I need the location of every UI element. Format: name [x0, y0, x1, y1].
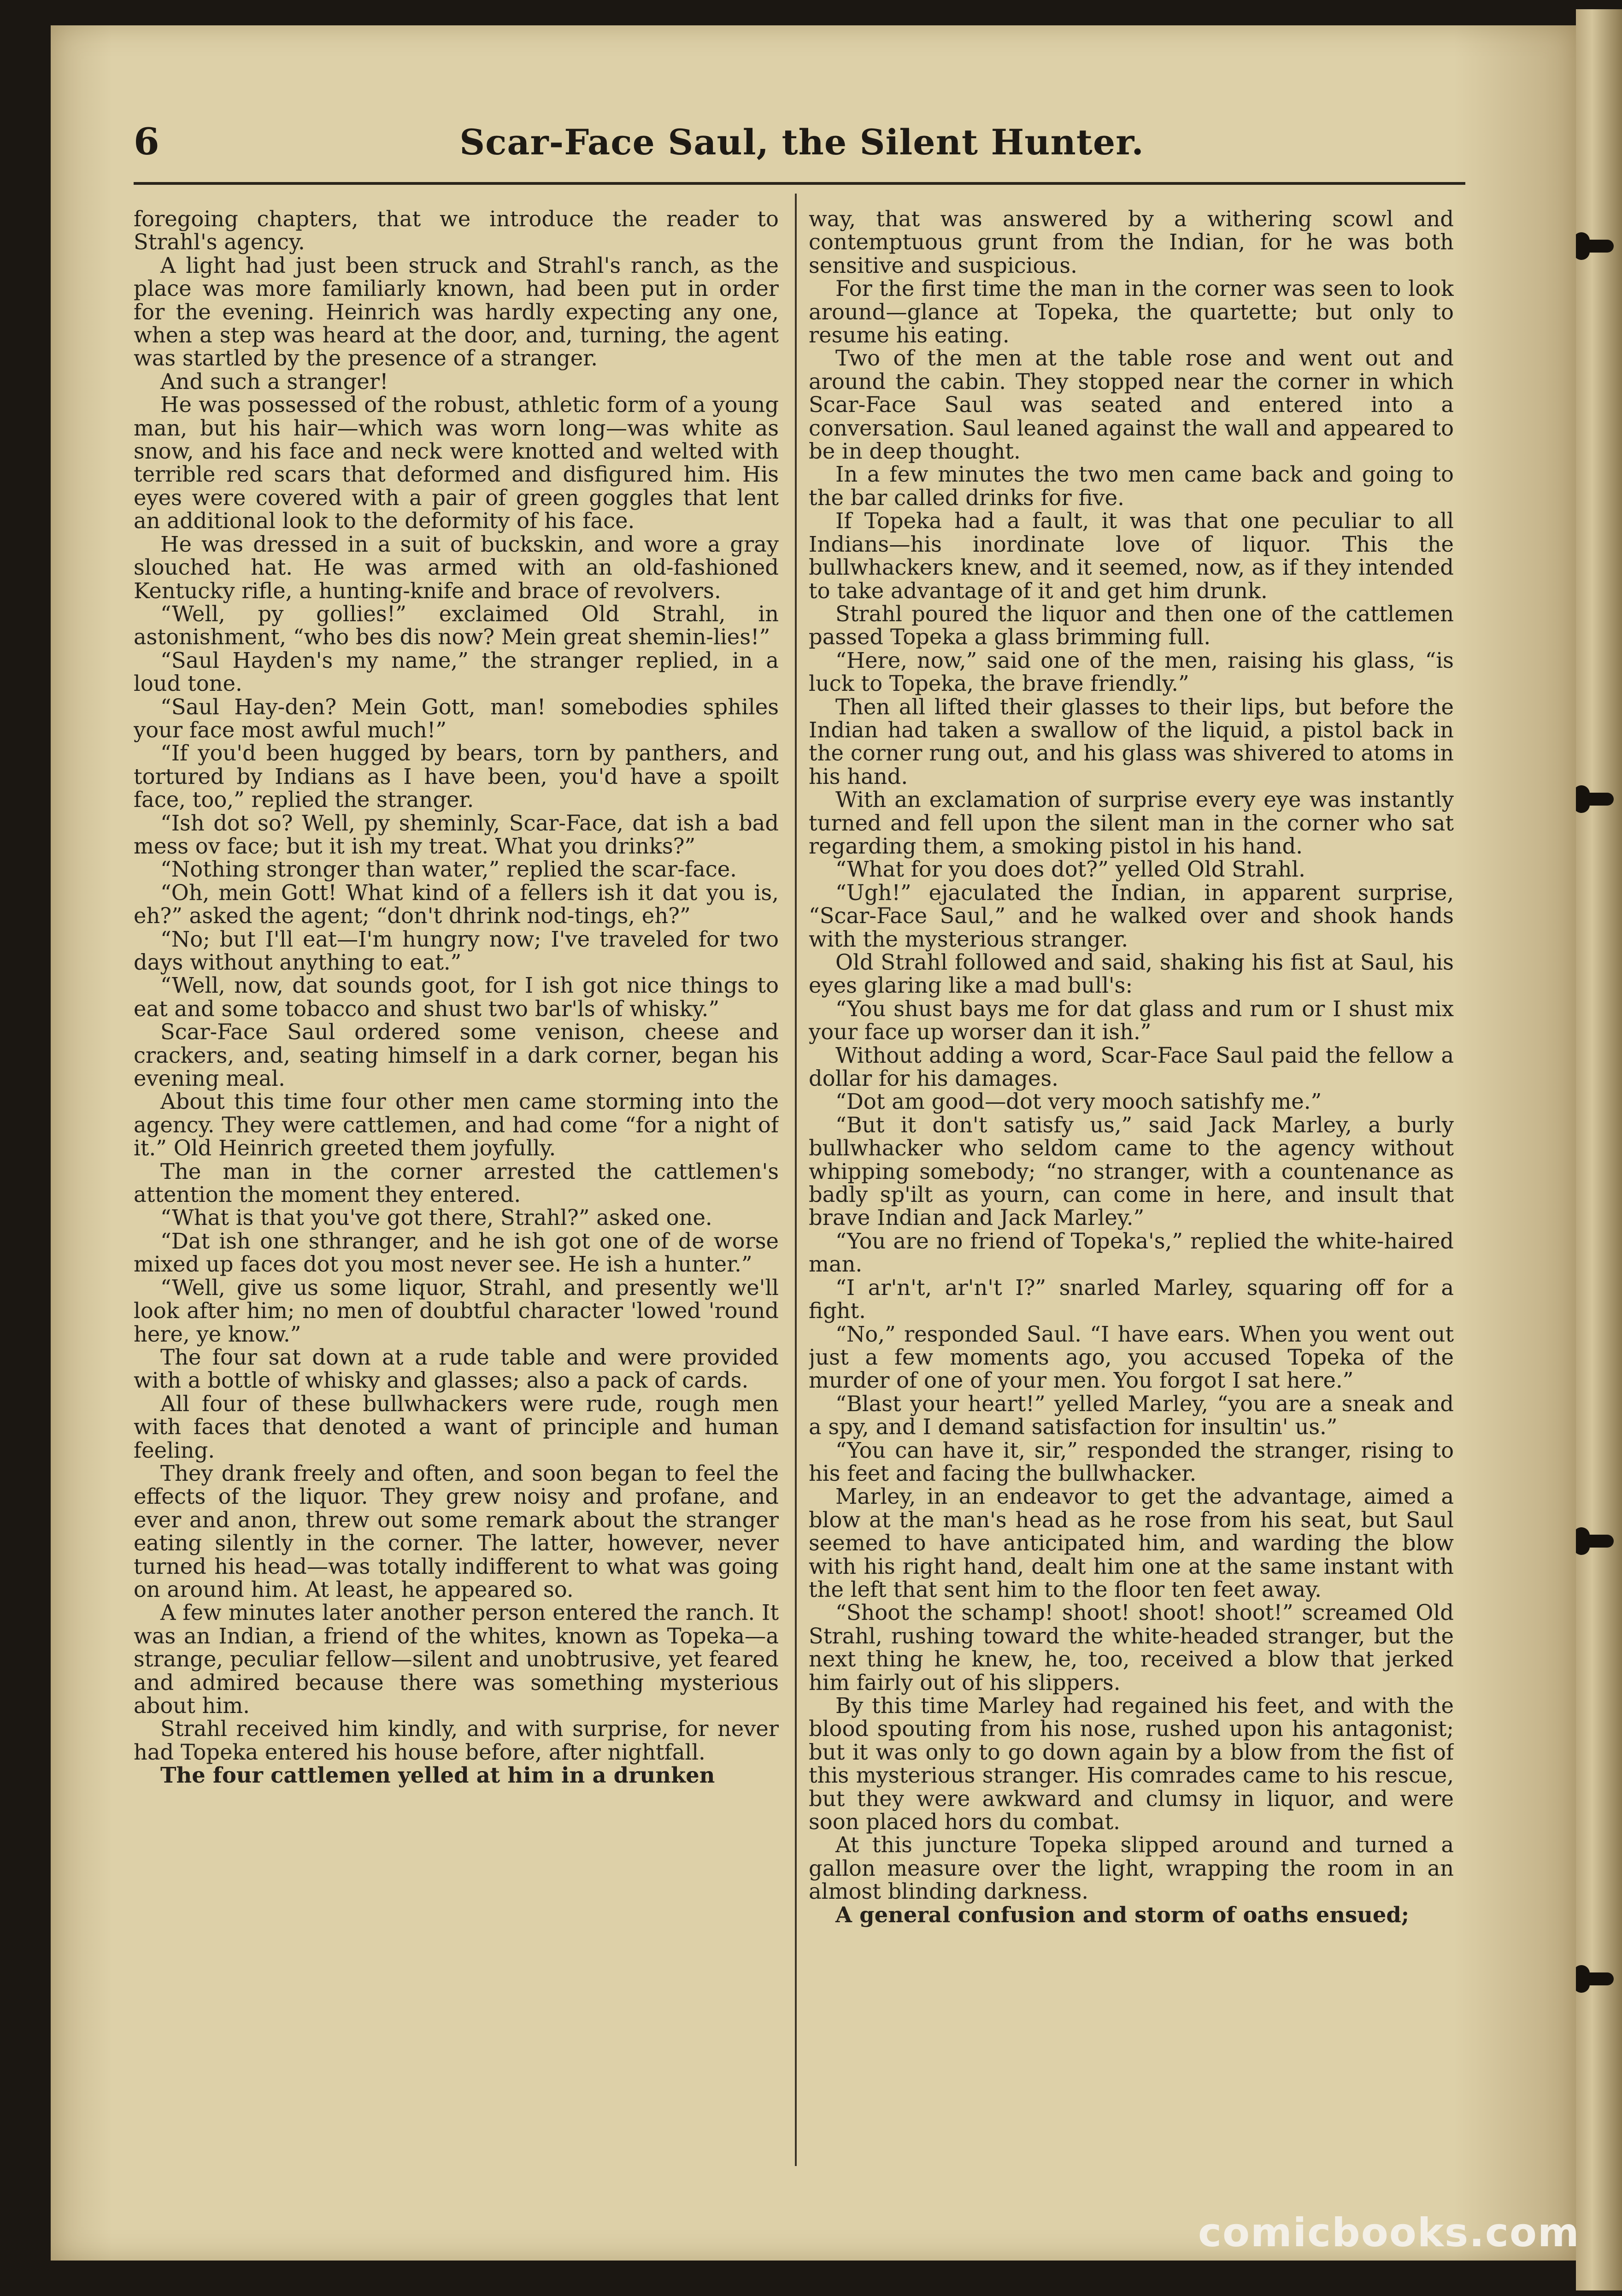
paragraph: “Well, now, dat sounds goot, for I ish got nice things to eat and some tobacco and shust two bar'ls of whisky.”: [134, 973, 779, 1021]
paragraph: “Blast your heart!” yelled Marley, “you are a sneak and a spy, and I demand satisfaction for insultin' us.”: [809, 1391, 1454, 1440]
paragraph: Without adding a word, Scar-Face Saul paid the fellow a dollar for his damages.: [809, 1042, 1454, 1091]
paragraph: At this juncture Topeka slipped around and turned a gallon measure over the light, wrapping the room in an almost blinding darkness.: [809, 1832, 1454, 1904]
paragraph: “You can have it, sir,” responded the stranger, rising to his feet and facing the bullwhacker.: [809, 1437, 1454, 1486]
paragraph: “Dat ish one sthranger, and he ish got one of de worse mixed up faces dot you most never see. He ish a hunter.”: [134, 1228, 779, 1277]
paragraph: Scar-Face Saul ordered some venison, cheese and crackers, and, seating himself in a dark corner, began his evening meal.: [134, 1019, 779, 1091]
paragraph: “But it don't satisfy us,” said Jack Marley, a burly bullwhacker who seldom came to the agency without whipping somebody; “no stranger, with a countenance as badly sp'ilt as yourn, can come in here, and insult that brave Indian and Jack Marley.”: [809, 1112, 1454, 1230]
paragraph: Two of the men at the table rose and went out and around the cabin. They stopped near the corner in which Scar-Face Saul was seated and entered into a conversation. Saul leaned against the wall and appeared to be in deep thought.: [809, 346, 1454, 464]
paragraph: A few minutes later another person entered the ranch. It was an Indian, a friend of the whites, known as Topeka—a strange, peculiar fellow—silent and unobtrusive, yet feared and admired because there was something mysterious about him.: [134, 1600, 779, 1718]
paragraph: And such a stranger!: [160, 369, 388, 394]
paragraph: Strahl received him kindly, and with surprise, for never had Topeka entered his house before, after nightfall.: [134, 1716, 779, 1765]
paragraph: “Ugh!” ejaculated the Indian, in apparent surprise, “Scar-Face Saul,” and he walked over and shook hands with the mysterious stranger.: [809, 880, 1454, 952]
paragraph: “Well, py gollies!” exclaimed Old Strahl, in astonishment, “who bes dis now? Mein great shemin-lies!”: [134, 601, 779, 650]
paragraph: “Saul Hayden's my name,” the stranger replied, in a loud tone.: [134, 648, 779, 696]
paragraph: “What for you does dot?” yelled Old Strahl.: [835, 857, 1305, 882]
paragraph: “Well, give us some liquor, Strahl, and presently we'll look after him; no men of doubtful character 'lowed 'round here, ye know.”: [134, 1275, 779, 1347]
paragraph: He was possessed of the robust, athletic form of a young man, but his hair—which was worn long—was white as snow, and his face and neck were knotted and welted with terrible red scars that deformed and disfigured him. His eyes were covered with a pair of green goggles that lent an additional look to the deformity of his face.: [134, 392, 779, 534]
paragraph: In a few minutes the two men came back and going to the bar called drinks for five.: [809, 462, 1454, 510]
paragraph: Marley, in an endeavor to get the advantage, aimed a blow at the man's head as he rose from his seat, but Saul seemed to have anticipated him, and warding the blow with his right hand, dealt him one at the same instant with the left that sent him to the floor ten feet away.: [809, 1484, 1454, 1602]
paragraph: “Oh, mein Gott! What kind of a fellers ish it dat you is, eh?” asked the agent; “don't dhrink nod-tings, eh?”: [134, 880, 779, 929]
paragraph: A general confusion and storm of oaths ensued;: [835, 1902, 1409, 1927]
paragraph: “No; but I'll eat—I'm hungry now; I've traveled for two days without anything to eat.”: [134, 926, 779, 975]
running-title: Scar-Face Saul, the Silent Hunter.: [459, 122, 1144, 163]
page-number: 6: [134, 120, 159, 163]
paragraph: About this time four other men came storming into the agency. They were cattlemen, and had come “for a night of it.” Old Heinrich greeted them joyfully.: [134, 1089, 779, 1161]
paragraph: A light had just been struck and Strahl's ranch, as the place was more familiarly known, had been put in order for the evening. Heinrich was hardly expecting any one, when a step was heard at the door, and, turning, the agent was startled by the presence of a stranger.: [134, 253, 779, 371]
paragraph: All four of these bullwhackers were rude, rough men with faces that denoted a want of principle and human feeling.: [134, 1391, 779, 1463]
paragraph: With an exclamation of surprise every eye was instantly turned and fell upon the silent man in the corner who sat regarding them, a smoking pistol in his hand.: [809, 787, 1454, 859]
paragraph: The four cattlemen yelled at him in a drunken: [160, 1762, 715, 1788]
paragraph: “I ar'n't, ar'n't I?” snarled Marley, squaring off for a fight.: [809, 1275, 1454, 1324]
paragraph: “Here, now,” said one of the men, raising his glass, “is luck to Topeka, the brave friendly.”: [809, 648, 1454, 696]
column-divider: [795, 194, 797, 2166]
page-header: [134, 120, 1470, 175]
book-spine: [1576, 9, 1622, 2290]
paragraph: They drank freely and often, and soon began to feel the effects of the liquor. They grew noisy and profane, and ever and anon, threw out some remark about the stranger eating silently in the corner. The latter, however, never turned his head—was totally indifferent to what was going on around him. At least, he appeared so.: [134, 1460, 779, 1602]
paragraph: “If you'd been hugged by bears, torn by panthers, and tortured by Indians as I have been, you'd have a spoilt face, too,” replied the stranger.: [134, 741, 779, 812]
paragraph: foregoing chapters, that we introduce the reader to Strahl's agency.: [134, 207, 779, 255]
paragraph: “Shoot the schamp! shoot! shoot! shoot!” screamed Old Strahl, rushing toward the white-headed stranger, but the next thing he knew, he, too, received a blow that jerked him fairly out of his slippers.: [809, 1600, 1454, 1695]
watermark: comicbooks.com: [1198, 2210, 1580, 2256]
paragraph: Old Strahl followed and said, shaking his fist at Saul, his eyes glaring like a mad bull's:: [809, 950, 1454, 998]
paragraph: “No,” responded Saul. “I have ears. When you went out just a few moments ago, you accused Topeka of the murder of one of your men. You forgot I sat here.”: [809, 1321, 1454, 1393]
paragraph: For the first time the man in the corner was seen to look around—glance at Topeka, the quartette; but only to resume his eating.: [809, 276, 1454, 348]
paragraph: “Saul Hay-den? Mein Gott, man! somebodies sphiles your face most awful much!”: [134, 694, 779, 742]
paragraph: “You are no friend of Topeka's,” replied the white-haired man.: [809, 1228, 1454, 1277]
paragraph: “What is that you've got there, Strahl?” asked one.: [160, 1205, 712, 1230]
paragraph: “Ish dot so? Well, py sheminly, Scar-Face, dat ish a bad mess ov face; but it ish my treat. What you drinks?”: [134, 810, 779, 859]
paragraph: “Nothing stronger than water,” replied the scar-face.: [160, 857, 737, 882]
paragraph: Strahl poured the liquor and then one of the cattlemen passed Topeka a glass brimming full.: [809, 601, 1454, 650]
paragraph: “You shust bays me for dat glass and rum or I shust mix your face up worser dan it ish.”: [809, 996, 1454, 1045]
paragraph: The four sat down at a rude table and were provided with a bottle of whisky and glasses; also a pack of cards.: [134, 1344, 779, 1393]
paragraph: The man in the corner arrested the cattlemen's attention the moment they entered.: [134, 1159, 779, 1207]
paragraph: By this time Marley had regained his feet, and with the blood spouting from his nose, rushed upon his antagonist; but it was only to go down again by a blow from the fist of this mysterious stranger. His comrades came to his rescue, but they were awkward and clumsy in liquor, and were soon placed hors du combat.: [809, 1693, 1454, 1835]
paragraph: He was dressed in a suit of buckskin, and wore a gray slouched hat. He was armed with an old-fashioned Kentucky rifle, a hunting-knife and brace of revolvers.: [134, 531, 779, 603]
left-column: [134, 207, 779, 2171]
paragraph: “Dot am good—dot very mooch satishfy me.”: [835, 1089, 1322, 1114]
header-rule: [134, 182, 1465, 185]
paragraph: way, that was answered by a withering scowl and contemptuous grunt from the Indian, for he was both sensitive and suspicious.: [809, 207, 1454, 278]
right-column: [809, 207, 1454, 2171]
paragraph: If Topeka had a fault, it was that one peculiar to all Indians—his inordinate love of liquor. This the bullwhackers knew, and it seemed, now, as if they intended to take advantage of it and get him drunk.: [809, 508, 1454, 603]
paragraph: Then all lifted their glasses to their lips, but before the Indian had taken a swallow of the liquid, a pistol back in the corner rung out, and his glass was shivered to atoms in his hand.: [809, 694, 1454, 789]
